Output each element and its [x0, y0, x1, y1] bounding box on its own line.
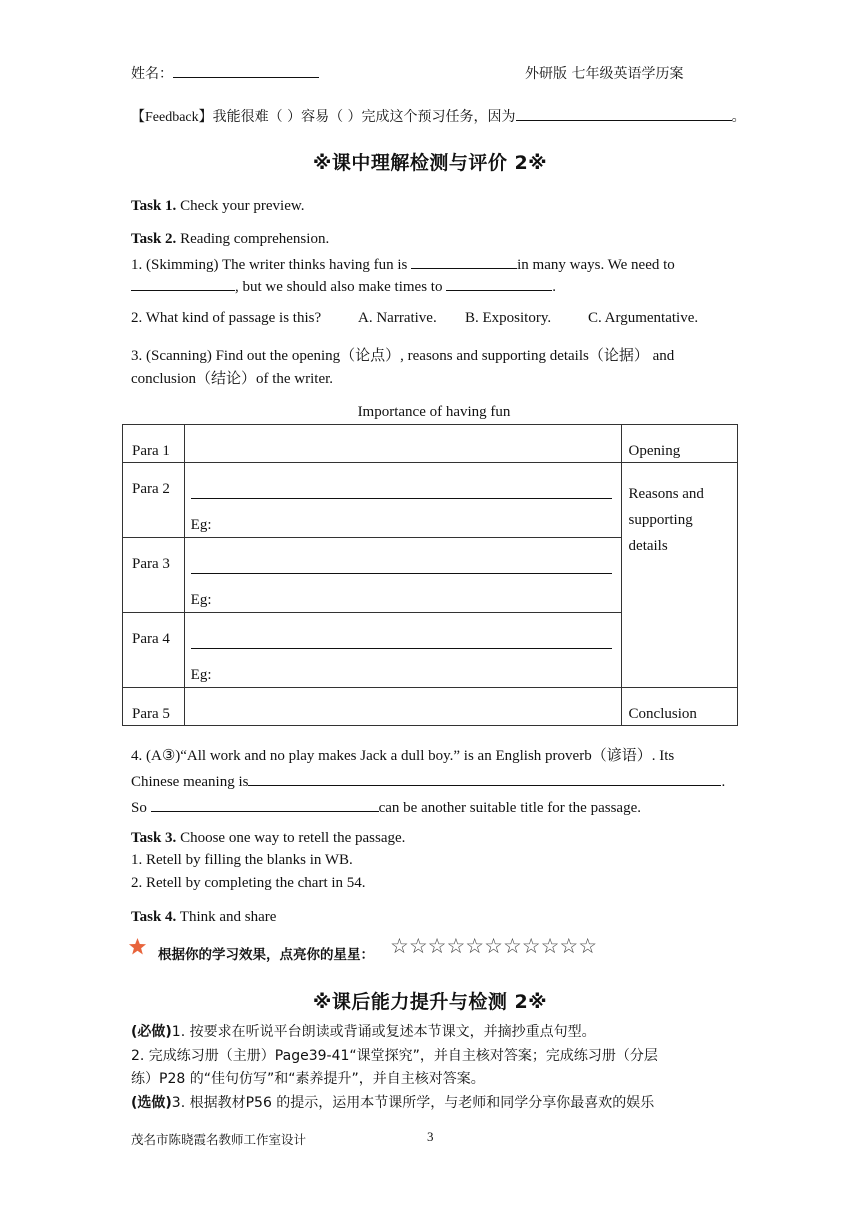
para-3-eg: Eg: [190, 592, 212, 608]
name-label: 姓名： [131, 66, 173, 82]
para-4-label: Para 4 [132, 631, 170, 647]
section-title-in-class: ※课中理解检测与评价 2※ [312, 152, 548, 174]
task3-text: Choose one way to retell the passage. [176, 830, 406, 846]
q4-line1: 4. (A③)“All work and no play makes Jack a dull boy.” is an English proverb（谚语）. Its [131, 748, 675, 764]
para-1-answer-cell[interactable] [184, 425, 621, 463]
reasons-cell [621, 463, 737, 688]
para-label [123, 613, 185, 688]
task3 [131, 830, 405, 847]
q4-text-b: . [721, 774, 726, 790]
q3-line2: conclusion（结论）of the writer. [131, 371, 334, 387]
name-field [131, 63, 319, 83]
para-3-label: Para 3 [132, 556, 170, 572]
optional-label: (选做) [131, 1095, 172, 1111]
optional-3-text: 3. 根据教材P56 的提示，运用本节课所学，与老师和同学分享你最喜欢的娱乐 [171, 1095, 655, 1111]
q2-option-b[interactable]: B. Expository. [465, 310, 552, 326]
table-row [123, 463, 738, 538]
reasons-line-2: supporting [628, 512, 693, 528]
q4-meaning-blank[interactable] [248, 771, 721, 786]
q4-line2 [131, 771, 725, 791]
q1-text-a: 1. (Skimming) The writer thinks having fun is [131, 257, 412, 273]
feedback-text: 我能很难（ ）容易（ ）完成这个预习任务，因为 [212, 109, 516, 125]
q1-text-b: in many ways. We need to [517, 257, 675, 273]
task1-text: Check your preview. [176, 198, 305, 214]
table-caption: Importance of having fun [357, 404, 511, 420]
para-1-label: Para 1 [132, 443, 170, 459]
task4-text: Think and share [176, 909, 277, 925]
task2-text: Reading comprehension. [176, 231, 330, 247]
star-bullet-icon [128, 937, 147, 961]
para-2-answer-cell[interactable] [184, 463, 621, 538]
section-title-after-class: ※课后能力提升与检测 2※ [312, 991, 548, 1013]
q4-text-d: can be another suitable title for the passage. [378, 800, 641, 816]
q1-blank-2[interactable] [131, 276, 235, 291]
feedback-prefix: 【Feedback】 [131, 110, 213, 125]
table-row [123, 688, 738, 726]
name-blank[interactable] [173, 63, 319, 78]
feedback-line [131, 106, 746, 126]
conclusion-label: Conclusion [628, 706, 697, 722]
conclusion-cell [621, 688, 737, 726]
para-label [123, 463, 185, 538]
homework-optional-3 [131, 1092, 654, 1112]
must-1-text: 1. 按要求在听说平台朗读或背诵或复述本节课文，并摘抄重点句型。 [171, 1024, 596, 1040]
para-3-blank[interactable] [191, 573, 612, 574]
task4-label: Task 4. [131, 909, 177, 925]
para-4-answer-cell[interactable] [184, 613, 621, 688]
task3-label: Task 3. [131, 830, 177, 846]
doc-label: 外研版 七年级英语学历案 [525, 66, 684, 82]
must-label: (必做) [131, 1024, 172, 1040]
homework-must-2a: 2. 完成练习册（主册）Page39-41“课堂探究”，并自主核对答案；完成练习册（分层 [131, 1048, 658, 1064]
feedback-end: 。 [731, 109, 746, 125]
q1-text-c: , but we should also make times to [235, 279, 447, 295]
q1-blank-1[interactable] [411, 254, 517, 269]
q4-line3 [131, 797, 641, 817]
para-2-eg: Eg: [190, 517, 212, 533]
page-number: 3 [427, 1129, 434, 1144]
task1 [131, 198, 304, 215]
q4-text-a: Chinese meaning is [131, 774, 249, 790]
task1-label: Task 1. [131, 198, 177, 214]
task4 [131, 909, 276, 926]
para-4-blank[interactable] [191, 648, 612, 649]
opinion-table [122, 424, 738, 726]
task2-label: Task 2. [131, 231, 177, 247]
reasons-line-1: Reasons and [628, 486, 704, 502]
q1-text-d: . [552, 279, 556, 295]
rating-stars[interactable]: ☆☆☆☆☆☆☆☆☆☆☆ [390, 934, 598, 958]
rating-text: 根据你的学习效果，点亮你的星星： [158, 947, 374, 963]
task3-item-2: 2. Retell by completing the chart in 54. [131, 875, 366, 891]
q2-option-c[interactable]: C. Argumentative. [588, 310, 699, 326]
q4-text-c: So [131, 800, 151, 816]
para-4-eg: Eg: [190, 667, 212, 683]
para-label [123, 538, 185, 613]
para-5-label: Para 5 [132, 706, 170, 722]
feedback-blank[interactable] [516, 106, 732, 121]
q2-option-a[interactable]: A. Narrative. [358, 310, 437, 326]
reasons-line-3: details [628, 538, 668, 554]
para-5-answer-cell[interactable] [184, 688, 621, 726]
q1-line1 [131, 254, 675, 274]
q2-question: 2. What kind of passage is this? [131, 310, 322, 326]
para-label [123, 425, 185, 463]
q1-line2 [131, 276, 556, 296]
para-2-blank[interactable] [191, 498, 612, 499]
task3-item-1: 1. Retell by filling the blanks in WB. [131, 852, 353, 868]
q4-title-blank[interactable] [151, 797, 379, 812]
para-label [123, 688, 185, 726]
q1-blank-3[interactable] [446, 276, 552, 291]
homework-must-1 [131, 1021, 596, 1041]
task2 [131, 231, 329, 248]
table-row [123, 425, 738, 463]
opening-label: Opening [628, 443, 681, 459]
para-3-answer-cell[interactable] [184, 538, 621, 613]
homework-must-2b: 练）P28 的“佳句仿写”和“素养提升”，并自主核对答案。 [131, 1071, 485, 1087]
q3-line1: 3. (Scanning) Find out the opening（论点）, reasons and supporting details（论据） and [131, 348, 675, 364]
opening-cell [621, 425, 737, 463]
footer-credit: 茂名市陈晓霞名教师工作室设计 [131, 1132, 307, 1147]
para-2-label: Para 2 [132, 481, 170, 497]
